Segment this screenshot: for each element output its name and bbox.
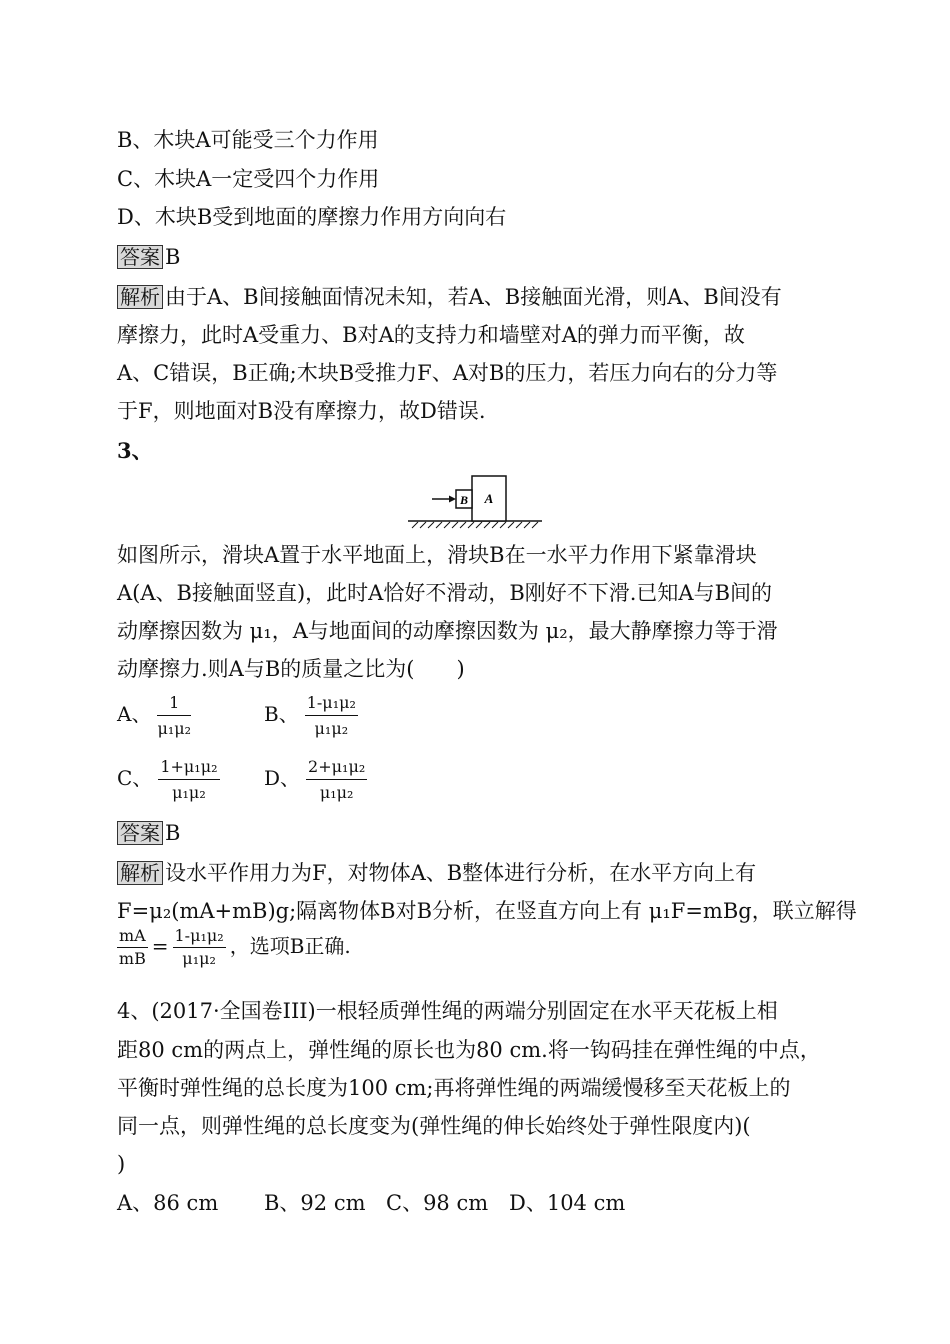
fraction-numerator: 1-μ₁μ₂ <box>305 693 358 716</box>
result-lhs-fraction <box>117 928 148 967</box>
fraction-denominator: mB <box>118 949 146 968</box>
q3-answer: B <box>165 821 181 845</box>
answer-tag: 答案 <box>117 821 163 845</box>
option-label: D、 <box>264 766 301 790</box>
q3-option-d <box>264 757 371 802</box>
option-fraction <box>158 757 219 802</box>
label-a: A <box>484 491 494 506</box>
ground <box>408 521 542 528</box>
q3-question-line-1: 如图所示，滑块A置于水平地面上，滑块B在一水平力作用下紧靠滑块 <box>117 543 757 567</box>
q2-answer-row <box>117 245 180 269</box>
answer-tag: 答案 <box>117 245 163 269</box>
q3-option-b <box>264 693 362 738</box>
q2-analysis-text-1: 由于A、B间接触面情况未知，若A、B接触面光滑，则A、B间没有 <box>165 285 782 309</box>
q4-option-a: A、86 cm <box>117 1191 219 1215</box>
fraction-numerator: mA <box>117 928 148 948</box>
option-label: C、 <box>117 766 153 790</box>
fraction-denominator: μ₁μ₂ <box>319 783 354 802</box>
q4-option-b: B、92 cm <box>264 1191 366 1215</box>
result-rhs-fraction <box>173 928 226 967</box>
q2-analysis-line-4: 于F，则地面对B没有摩擦力，故D错误. <box>117 399 486 423</box>
q3-option-a <box>117 693 195 738</box>
option-fraction <box>306 757 367 802</box>
force-arrowhead <box>449 496 456 503</box>
option-label: A、 <box>117 702 152 726</box>
q2-option-b: B、木块A可能受三个力作用 <box>117 128 379 152</box>
q4-line-5: ) <box>117 1152 126 1176</box>
q4-line-1: 4、(2017·全国卷III)一根轻质弹性绳的两端分别固定在水平天花板上相 <box>117 999 778 1023</box>
analysis-tag: 解析 <box>117 861 163 885</box>
fraction-numerator: 2+μ₁μ₂ <box>306 757 367 780</box>
q3-number: 3、 <box>117 438 153 463</box>
fraction-denominator: μ₁μ₂ <box>172 783 206 802</box>
label-b: B <box>459 493 469 507</box>
q2-answer: B <box>165 245 181 269</box>
q2-analysis-line-1 <box>117 285 782 309</box>
q3-question-line-3: 动摩擦因数为 μ₁，A与地面间的动摩擦因数为 μ₂，最大静摩擦力等于滑 <box>117 619 778 643</box>
fraction-numerator: 1 <box>157 693 191 716</box>
q4-option-d: D、104 cm <box>509 1191 626 1215</box>
q4-line-3: 平衡时弹性绳的总长度为100 cm;再将弹性绳的两端缓慢移至天花板上的 <box>117 1076 791 1100</box>
analysis-tag: 解析 <box>117 285 163 309</box>
q3-question-line-4: 动摩擦力.则A与B的质量之比为( ) <box>117 657 465 681</box>
fraction-denominator: μ₁μ₂ <box>314 719 349 738</box>
q3-question-line-2: A(A、B接触面竖直)，此时A恰好不滑动，B刚好不下滑.已知A与B间的 <box>117 581 773 605</box>
q2-analysis-line-3: A、C错误，B正确;木块B受推力F、A对B的压力，若压力向右的分力等 <box>117 361 778 385</box>
option-fraction <box>157 693 191 738</box>
q2-analysis-line-2: 摩擦力，此时A受重力、B对A的支持力和墙壁对A的弹力而平衡，故 <box>117 323 745 347</box>
q3-option-c <box>117 757 224 802</box>
q3-answer-row <box>117 821 180 845</box>
option-fraction <box>305 693 358 738</box>
q4-option-c: C、98 cm <box>386 1191 489 1215</box>
result-suffix: ，选项B正确. <box>229 934 351 958</box>
option-label: B、 <box>264 702 299 726</box>
fraction-numerator: 1-μ₁μ₂ <box>173 928 226 948</box>
result-equals: = <box>151 934 169 958</box>
q3-analysis-line-1 <box>117 861 756 885</box>
q2-option-d: D、木块B受到地面的摩擦力作用方向向右 <box>117 205 507 229</box>
q4-line-4: 同一点，则弹性绳的总长度变为(弹性绳的伸长始终处于弹性限度内)( <box>117 1114 751 1138</box>
q4-line-2: 距80 cm的两点上，弹性绳的原长也为80 cm.将一钩码挂在弹性绳的中点， <box>117 1038 821 1062</box>
fraction-denominator: μ₁μ₂ <box>182 949 216 968</box>
q3-analysis-line-2: F=μ₂(mA+mB)g;隔离物体B对B分析，在竖直方向上有 μ₁F=mBg，联立解得 <box>117 899 857 923</box>
q3-analysis-text-1: 设水平作用力为F，对物体A、B整体进行分析，在水平方向上有 <box>165 861 757 885</box>
fraction-numerator: 1+μ₁μ₂ <box>158 757 219 780</box>
q3-result-row <box>117 928 351 967</box>
q2-option-c: C、木块A一定受四个力作用 <box>117 167 380 191</box>
q3-figure <box>400 468 550 534</box>
fraction-denominator: μ₁μ₂ <box>157 719 192 738</box>
